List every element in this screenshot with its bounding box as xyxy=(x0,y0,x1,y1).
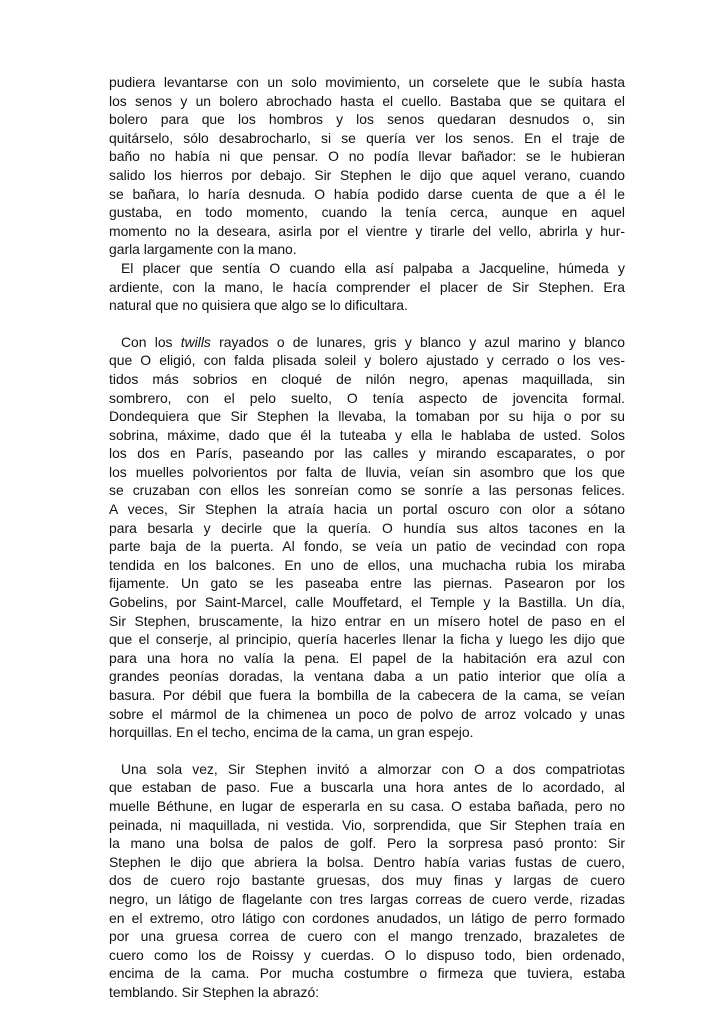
paragraph-4 xyxy=(109,760,625,1002)
text-line: Gobelins, por Saint-Marcel, calle Mouffetard, el Temple y la Bastilla. Un día, xyxy=(109,594,625,611)
text-line-rest: rayados o de lunares, gris y blanco y azul marino y blanco xyxy=(219,333,625,350)
text-line: baño no había ni que pensar. O no podía llevar bañador: se le hubieran xyxy=(109,148,625,165)
text-line: tendida en los balcones. En uno de ellos, una muchacha rubia los miraba xyxy=(109,556,625,573)
text-line: dos de cuero rojo bastante gruesas, dos muy finas y largas de cuero xyxy=(109,872,625,889)
text-line: El placer que sentía O cuando ella así palpaba a Jacqueline, húmeda y xyxy=(121,259,625,276)
paragraph-1 xyxy=(109,73,625,259)
text-line: grandes peonías doradas, la ventana daba a un patio interior que olía a xyxy=(109,668,625,685)
text-line: Una sola vez, Sir Stephen invitó a almorzar con O a dos compatriotas xyxy=(121,760,625,777)
text-line: Stephen le dijo que abriera la bolsa. Dentro había varias fustas de cuero, xyxy=(109,853,625,870)
text-line: para una hora no valía la pena. El papel de la habitación era azul con xyxy=(109,649,625,666)
text-line: los senos y un bolero abrochado hasta el cuello. Bastaba que se quitara el xyxy=(109,92,625,109)
text-line: garla largamente con la mano. xyxy=(109,241,297,258)
text-line: peinada, ni maquillada, ni vestida. Vio, sorprendida, que Sir Stephen traía en xyxy=(109,816,625,833)
text-line: se cruzaban con ellos les sonreían como se sonríe a las personas felices. xyxy=(109,482,625,499)
text-line: que estaban de paso. Fue a buscarla una hora antes de lo acordado, al xyxy=(109,779,625,796)
text-line: ardiente, con la mano, le hacía comprender el placer de Sir Stephen. Era xyxy=(109,278,625,295)
text-line: los dos en París, paseando por las calles y mirando escaparates, o por xyxy=(109,445,625,462)
text-line: en el extremo, otro látigo con cordones anudados, un látigo de perro formado xyxy=(109,909,625,926)
text-line: sobre el mármol de la chimenea un poco de polvo de arroz volcado y unas xyxy=(109,705,625,722)
text-line: que el conserje, al principio, quería hacerles llenar la ficha y luego les dijo que xyxy=(109,631,625,648)
text-line: A veces, Sir Stephen la atraía hacia un portal oscuro con olor a sótano xyxy=(109,501,625,518)
text-line: gustaba, en todo momento, cuando la tenía cerca, aunque en aquel xyxy=(109,204,625,221)
text-line: temblando. Sir Stephen la abrazó: xyxy=(109,983,320,1000)
text-line: momento no la deseara, asirla por el vientre y tirarle del vello, abrirla y hur- xyxy=(109,222,625,239)
lead-text: Con los xyxy=(121,333,173,350)
text-line: bolero para que los hombros y los senos quedaran desnudos o, sin xyxy=(109,111,625,128)
text-line: cuero como los de Roissy y cuerdas. O lo dispuso todo, bien ordenado, xyxy=(109,946,625,963)
text-line: natural que no quisiera que algo se lo dificultara. xyxy=(109,297,408,314)
paragraph-2 xyxy=(109,259,625,315)
text-line: salido los hierros por debajo. Sir Stephen le dijo que aquel verano, cuando xyxy=(109,166,625,183)
text-line: la mano una bolsa de palos de golf. Pero la sorpresa pasó pronto: Sir xyxy=(109,835,625,852)
text-line: se bañara, lo haría desnuda. O había podido darse cuenta de que a él le xyxy=(109,185,625,202)
text-line: fijamente. Un gato se les paseaba entre las piernas. Pasearon por los xyxy=(109,575,625,592)
document-page xyxy=(109,73,625,1002)
text-line: los muelles polvorientos por falta de lluvia, veían sin asombro que los que xyxy=(109,463,625,480)
text-line: Sir Stephen, bruscamente, la hizo entrar en un mísero hotel de paso en el xyxy=(109,612,625,629)
text-line: sobrina, máxime, dado que él la tuteaba y ella le hablaba de usted. Solos xyxy=(109,426,625,443)
text-line: quitárselo, sólo desabrocharlo, si se quería ver los senos. En el traje de xyxy=(109,129,625,146)
text-line: tidos más sobrios en cloqué de nilón negro, apenas maquillada, sin xyxy=(109,370,625,387)
text-line: horquillas. En el techo, encima de la cama, un gran espejo. xyxy=(109,724,474,741)
text-line: encima de la cama. Por mucha costumbre o firmeza que tuviera, estaba xyxy=(109,965,625,982)
text-line: basura. Por débil que fuera la bombilla de la cabecera de la cama, se veían xyxy=(109,687,625,703)
text-line: que O eligió, con falda plisada soleil y bolero ajustado y cerrado o los ves- xyxy=(109,352,625,369)
text-line: muelle Béthune, en lugar de esperarla en su casa. O estaba bañada, pero no xyxy=(109,797,625,814)
text-line: negro, un látigo de flagelante con tres largas correas de cuero verde, rizadas xyxy=(109,890,625,907)
text-line: para besarla y decirle que la quería. O hundía sus altos tacones en la xyxy=(109,519,625,536)
text-line: parte baja de la puerta. Al fondo, se veía un patio de vecindad con ropa xyxy=(109,538,625,555)
paragraph-3 xyxy=(109,333,625,742)
text-line xyxy=(109,333,625,352)
text-line: pudiera levantarse con un solo movimiento, un corselete que le subía hasta xyxy=(109,74,625,90)
text-line: Dondequiera que Sir Stephen la llevaba, la tomaban por su hija o por su xyxy=(109,408,625,425)
italic-term: twills xyxy=(180,333,211,350)
text-line: por una gruesa correa de cuero con el mango trenzado, brazaletes de xyxy=(109,928,625,945)
text-line: sombrero, con el pelo suelto, O tenía aspecto de jovencita formal. xyxy=(109,389,625,406)
